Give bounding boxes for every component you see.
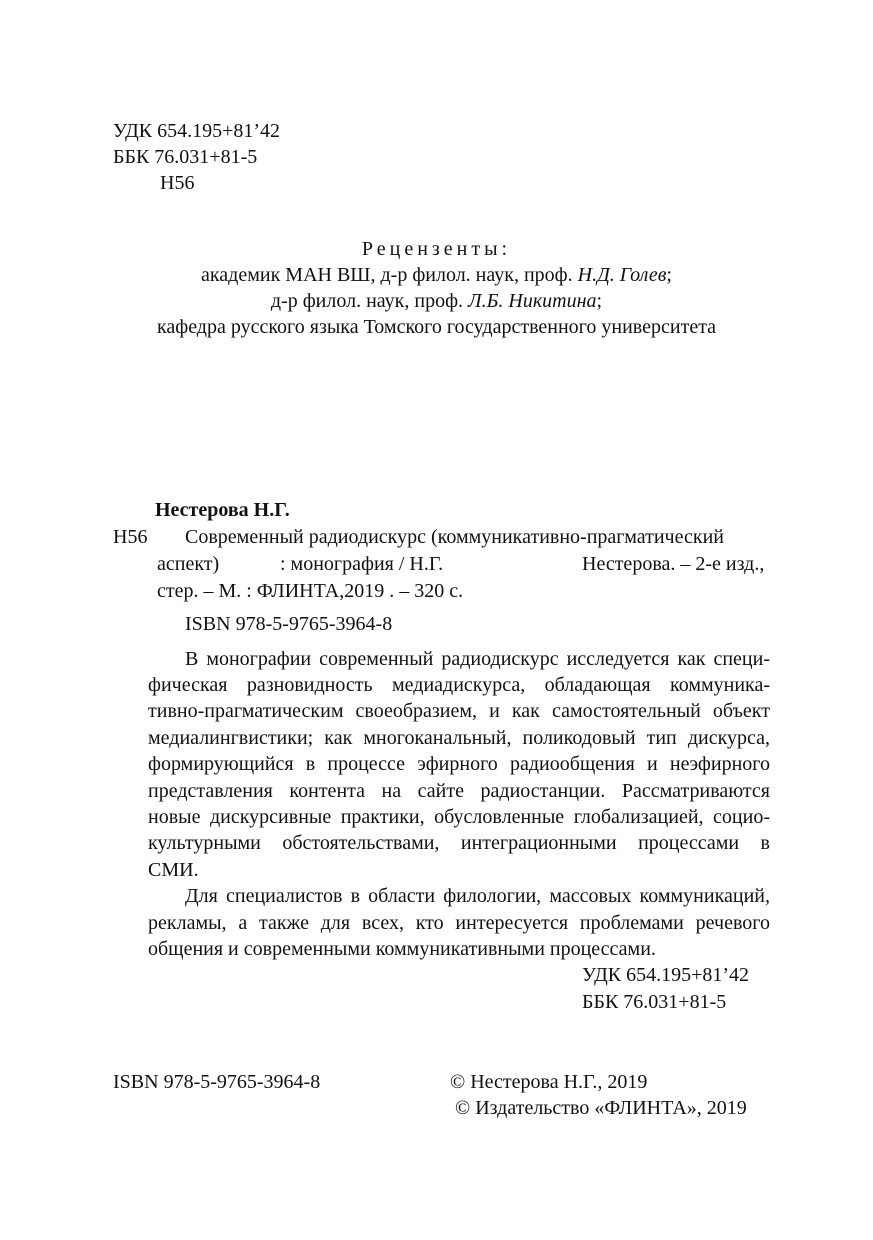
catalog-line2-b: : монография / Н.Г.: [280, 553, 444, 575]
reviewers-title: Рецензенты:: [361, 238, 512, 260]
bbk-code: ББК 76.031+81-5: [113, 146, 258, 168]
copyright-author: © Нестерова Н.Г., 2019: [450, 1071, 648, 1093]
catalog-author-name: Нестерова Н.Г.: [155, 499, 290, 521]
catalog-author: [155, 497, 290, 523]
abstract-line: тивно-прагматическим своеобразием, и как самостоятельный объект: [148, 700, 770, 722]
abstract-line: рекламы, а также для всех, кто интересуется проблемами речевого: [148, 912, 770, 934]
catalog-line2-a: аспект): [157, 553, 220, 575]
reviewer-2: [0, 288, 873, 314]
reviewer-2-name: Л.Б. Никитина: [468, 290, 597, 312]
reviewer-1: [0, 262, 873, 288]
abstract-line: СМИ.: [148, 859, 199, 881]
catalog-isbn: ISBN 978-5-9765-3964-8: [185, 613, 393, 635]
separator: ;: [666, 264, 672, 286]
catalog-mark: Н56: [113, 526, 148, 548]
udk-code: УДК 654.195+81’42: [113, 120, 281, 142]
abstract-line: В монографии современный радиодискурс исследуется как специ-: [185, 648, 770, 670]
reviewer-1-name: Н.Д. Голев: [577, 264, 667, 286]
abstract-udk: УДК 654.195+81’42: [582, 964, 750, 986]
reviewer-3: кафедра русского языка Томского государственного университета: [156, 316, 717, 338]
copyright-publisher: © Издательство «ФЛИНТА», 2019: [455, 1097, 747, 1119]
author-mark: Н56: [160, 172, 195, 194]
footer-isbn: ISBN 978-5-9765-3964-8: [113, 1071, 321, 1093]
reviewer-1-text: академик МАН ВШ, д-р филол. наук, проф.: [201, 264, 573, 286]
catalog-title-line1: Современный радиодискурс (коммуникативно-прагматический: [185, 526, 724, 548]
abstract-line: Для специалистов в области филологии, массовых коммуникаций,: [185, 885, 770, 907]
abstract-bbk: ББК 76.031+81-5: [582, 991, 727, 1013]
separator: ;: [596, 290, 603, 312]
abstract-line: формирующийся в процессе эфирного радиообщения и неэфирного: [148, 753, 770, 775]
abstract-line: общения и современными коммуникативными процессами.: [148, 938, 656, 960]
abstract-line: фическая разновидность медиадискурса, обладающая коммуника-: [148, 674, 770, 696]
catalog-line2-c: Нестерова. – 2-е изд.,: [582, 553, 765, 575]
catalog-line3: стер. – М. : ФЛИНТА,2019 . – 320 с.: [157, 580, 464, 602]
abstract-line: медиалингвистики; как многоканальный, поликодовый тип дискурса,: [148, 727, 770, 749]
abstract-line: представления контента на сайте радиостанции. Рассматриваются: [148, 780, 770, 802]
reviewer-2-text: д-р филол. наук, проф.: [270, 290, 464, 312]
abstract-line: новые дискурсивные практики, обусловленные глобализацией, социо-: [148, 806, 770, 828]
abstract-line: культурными обстоятельствами, интеграционными процессами в: [148, 832, 770, 854]
